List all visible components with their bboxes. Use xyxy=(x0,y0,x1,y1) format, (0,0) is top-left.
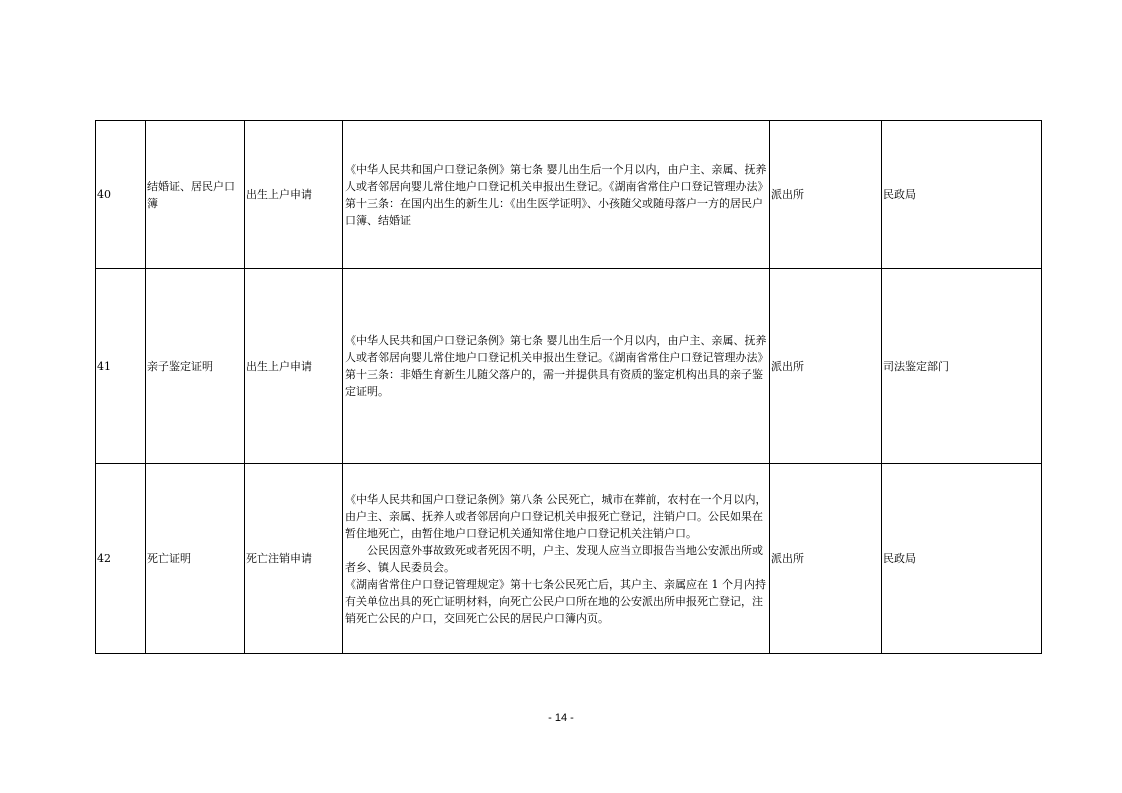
matter-name: 死亡注销申请 xyxy=(245,464,343,654)
issuing-unit: 民政局 xyxy=(882,121,1042,269)
matter-name: 出生上户申请 xyxy=(245,121,343,269)
page-number: - 14 - xyxy=(548,712,574,724)
legal-basis xyxy=(343,464,770,654)
legal-basis-paragraph: 《中华人民共和国户口登记条例》第七条 婴儿出生后一个月以内，由户主、亲属、抚养人或者邻居向婴儿常住地户口登记机关申报出生登记。《湖南省常住户口登记管理办法》第十三条：非婚生育新生儿随父落户的，需一并提供具有资质的鉴定机构出具的亲子鉴定证明。 xyxy=(345,334,767,398)
row-number: 41 xyxy=(96,269,146,464)
handling-unit: 派出所 xyxy=(770,121,882,269)
legal-basis-paragraph: 公民因意外事故致死或者死因不明，户主、发现人应当立即报告当地公安派出所或者乡、镇人民委员会。 xyxy=(345,543,763,574)
row-number: 42 xyxy=(96,464,146,654)
issuing-unit: 司法鉴定部门 xyxy=(882,269,1042,464)
table-row xyxy=(96,121,1042,269)
legal-basis-paragraph: 《湖南省常住户口登记管理规定》第十七条公民死亡后，其户主、亲属应在 1 个月内持有关单位出具的死亡证明材料，向死亡公民户口所在地的公安派出所申报死亡登记，注销死亡公民的户口，交回死亡公民的居民户口簿内页。 xyxy=(345,577,766,625)
legal-basis xyxy=(343,269,770,464)
legal-basis-paragraph: 《中华人民共和国户口登记条例》第七条 婴儿出生后一个月以内，由户主、亲属、抚养人或者邻居向婴儿常住地户口登记机关申报出生登记。《湖南省常住户口登记管理办法》第十三条：在国内出生的新生儿：《出生医学证明》、小孩随父或随母落户一方的居民户口簿、结婚证 xyxy=(345,162,767,227)
document-table xyxy=(95,120,1042,654)
material-name: 结婚证、居民户口簿 xyxy=(146,121,245,269)
table-row xyxy=(96,464,1042,654)
table-row xyxy=(96,269,1042,464)
legal-basis xyxy=(343,121,770,269)
legal-basis-paragraph: 《中华人民共和国户口登记条例》第八条 公民死亡，城市在葬前，农村在一个月以内，由户主、亲属、抚养人或者邻居向户口登记机关申报死亡登记，注销户口。公民如果在暂住地死亡，由暂住地户口登记机关通知常住地户口登记机关注销户口。 xyxy=(345,492,767,540)
handling-unit: 派出所 xyxy=(770,269,882,464)
matter-name: 出生上户申请 xyxy=(245,269,343,464)
row-number: 40 xyxy=(96,121,146,269)
material-name: 亲子鉴定证明 xyxy=(146,269,245,464)
material-name: 死亡证明 xyxy=(146,464,245,654)
issuing-unit: 民政局 xyxy=(882,464,1042,654)
handling-unit: 派出所 xyxy=(770,464,882,654)
